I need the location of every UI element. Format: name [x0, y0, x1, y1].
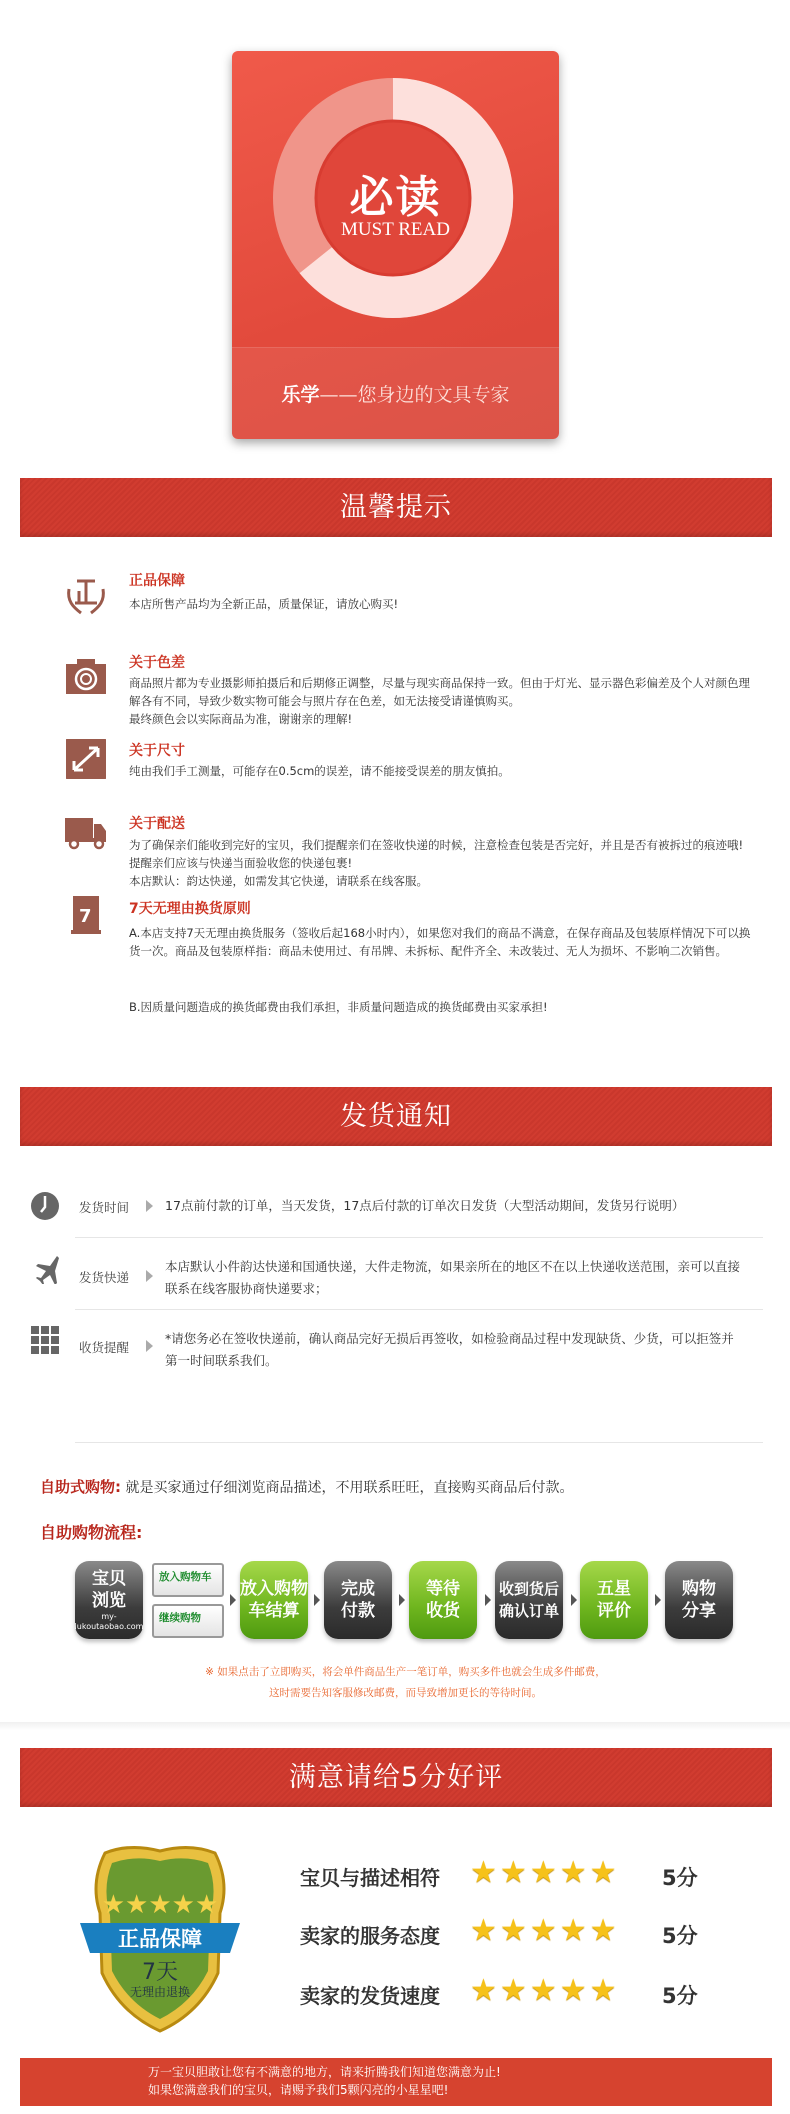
selfhelp-desc: 就是买家通过仔细浏览商品描述，不用联系旺旺，直接购买商品后付款。 [125, 1480, 574, 1496]
section-shadow [0, 1722, 790, 1730]
genuine-hands-icon [65, 575, 107, 615]
must-read-subtitle: MUST READ [341, 219, 450, 240]
rating-label: 卖家的发货速度 [300, 1984, 440, 2008]
seven-day-icon [65, 896, 107, 936]
flow-step-pay [324, 1561, 392, 1639]
flow-step-label: 宝贝浏览 [92, 1569, 126, 1611]
tip-title: 关于配送 [129, 816, 185, 832]
tip-title: 关于尺寸 [129, 743, 185, 759]
resize-arrow-icon [65, 739, 107, 779]
ship-text: 17点前付款的订单，当天发货，17点后付款的订单次日发货（大型活动期间，发货另行说明） [165, 1198, 685, 1213]
tip-text: 本店默认：韵达快递，如需发其它快递，请联系在线客服。 [129, 874, 428, 888]
arrow-right-icon [230, 1594, 236, 1606]
grid-icon [30, 1325, 60, 1355]
star-icon: ★ [529, 1973, 560, 2008]
truck-icon [65, 812, 107, 852]
star-icon: ★ [499, 1973, 530, 2008]
star-icon: ★ [470, 1855, 500, 1890]
tip-text: 最终颜色会以实际商品为准，谢谢亲的理解! [129, 712, 353, 726]
slogan [232, 347, 559, 439]
flow-step-checkout [240, 1561, 308, 1639]
svg-text:★★★★★: ★★★★★ [101, 1890, 219, 1920]
flow-step-label: 完成付款 [341, 1579, 375, 1621]
arrow-right-icon [485, 1594, 491, 1606]
ship-text: 本店默认小件韵达快递和国通快递，大件走物流，如果亲所在的地区不在以上快递收送范围，亲可以直接联系在线客服协商快递要求； [165, 1259, 741, 1296]
ship-text: *请您务必在签收快递前，确认商品完好无损后再签收，如检验商品过程中发现缺货、少货，可以拒签并第一时间联系我们。 [165, 1331, 734, 1368]
star-icon: ★ [470, 1973, 500, 2008]
shipping-banner: 发货通知 [20, 1087, 772, 1146]
star-rating [470, 1973, 620, 2008]
selfhelp-label: 自助式购物: [40, 1478, 121, 1496]
flow-note: ※ 如果点击了立即购买，将会单件商品生产一笔订单，购买多件也就会生成多件邮费， 这时需要告知客服修改邮费，而导致增加更长的等待时间。 [205, 1666, 606, 1699]
tip-text: 本店所售产品均为全新正品，质量保证，请放心购买! [129, 597, 399, 611]
svg-text:7: 7 [79, 906, 92, 927]
arrow-right-icon [146, 1200, 153, 1212]
clock-icon [30, 1191, 60, 1221]
flow-step-browse [75, 1561, 143, 1639]
star-icon: ★ [589, 1855, 620, 1890]
rating-label: 宝贝与描述相符 [300, 1866, 440, 1890]
badge-sub: 无理由退换 [129, 1985, 190, 1999]
tips-banner: 温馨提示 [20, 478, 772, 537]
flow-title: 自助购物流程: [40, 1523, 143, 1542]
tip-text: B.因质量问题造成的换货邮费由我们承担，非质量问题造成的换货邮费由买家承担! [129, 1000, 548, 1014]
divider [75, 1237, 763, 1238]
star-icon: ★ [559, 1855, 590, 1890]
star-rating [470, 1913, 620, 1948]
flow-step-label: 购物分享 [682, 1579, 716, 1621]
brand-name: 乐学 [281, 384, 320, 406]
flow-step-label: 放入购物车结算 [240, 1579, 308, 1621]
divider [75, 1309, 763, 1310]
rating-score: 5分 [662, 1984, 698, 2008]
arrow-right-icon [146, 1270, 153, 1282]
tip-text: A.本店支持7天无理由换货服务（签收后起168小时内），如果您对我们的商品不满意，在保存商品及包装原样情况下可以换货一次。商品及包装原样指：商品未使用过、有吊牌、未拆标、配件齐全、未改装过、无人为损坏、不影响二次销售。 [129, 926, 751, 958]
slogan-text: ——您身边的文具专家 [319, 384, 510, 406]
footer-band: 万一宝贝胆敢让您有不满意的地方，请来折腾我们知道您满意为止! 如果您满意我们的宝贝，请赐予我们5颗闪亮的小星星吧! [20, 2058, 772, 2106]
must-read-title: 必读 [349, 172, 442, 223]
divider [75, 1442, 763, 1443]
rating-banner: 满意请给5分好评 [20, 1748, 772, 1807]
rating-score: 5分 [662, 1924, 698, 1948]
watermark: my-lukoutaobao.com [74, 1612, 144, 1631]
flow-step-label: 收到货后确认订单 [498, 1580, 559, 1620]
ship-label: 收货提醒 [79, 1340, 130, 1355]
star-icon: ★ [529, 1855, 560, 1890]
badge-title: 正品保障 [118, 1927, 202, 1951]
star-icon: ★ [589, 1973, 620, 2008]
star-icon: ★ [499, 1913, 530, 1948]
flow-step-label: 等待收货 [426, 1579, 460, 1621]
tip-text: 为了确保亲们能收到完好的宝贝，我们提醒亲们在签收快递的时候，注意检查包装是否完好，并且是否有被拆过的痕迹哦! 提醒亲们应该与快递当面验收您的快递包裹! [129, 838, 744, 870]
star-icon: ★ [529, 1913, 560, 1948]
continue-shopping-button[interactable]: 继续购物 [152, 1604, 224, 1638]
arrow-right-icon [571, 1594, 577, 1606]
add-to-cart-button[interactable]: 放入购物车 [152, 1563, 224, 1597]
tip-text: 商品照片都为专业摄影师拍摄后和后期修正调整，尽量与现实商品保持一致。但由于灯光、显示器色彩偏差及个人对颜色理解各有不同，导致少数实物可能会与照片存在色差，如无法接受请谨慎购买。 [129, 676, 750, 708]
star-icon: ★ [589, 1913, 620, 1948]
star-icon: ★ [499, 1855, 530, 1890]
star-icon: ★ [559, 1973, 590, 2008]
tip-text: 纯由我们手工测量，可能存在0.5cm的误差，请不能接受误差的朋友慎拍。 [129, 764, 510, 778]
flow-step-confirm [495, 1561, 563, 1639]
guarantee-badge [80, 1843, 240, 2033]
must-read-card [232, 51, 559, 439]
selfhelp-line [40, 1476, 573, 1497]
arrow-right-icon [314, 1594, 320, 1606]
tip-title: 7天无理由换货原则 [129, 901, 251, 917]
ship-label: 发货时间 [79, 1200, 130, 1215]
rating-label: 卖家的服务态度 [300, 1924, 440, 1948]
tip-title: 正品保障 [129, 573, 185, 589]
camera-icon [65, 656, 107, 696]
flow-step-label: 五星评价 [597, 1579, 631, 1621]
arrow-right-icon [399, 1594, 405, 1606]
star-icon: ★ [470, 1913, 500, 1948]
badge-days: 7天 [142, 1960, 178, 1985]
arrow-right-icon [146, 1340, 153, 1352]
flow-step-wait [409, 1561, 477, 1639]
arrow-right-icon [655, 1594, 661, 1606]
rating-score: 5分 [662, 1866, 698, 1890]
star-rating [470, 1855, 620, 1890]
flow-step-rate [580, 1561, 648, 1639]
tip-title: 关于色差 [129, 655, 185, 671]
airplane-icon [30, 1254, 60, 1284]
ship-label: 发货快递 [79, 1270, 130, 1285]
star-icon: ★ [559, 1913, 590, 1948]
flow-step-share [665, 1561, 733, 1639]
